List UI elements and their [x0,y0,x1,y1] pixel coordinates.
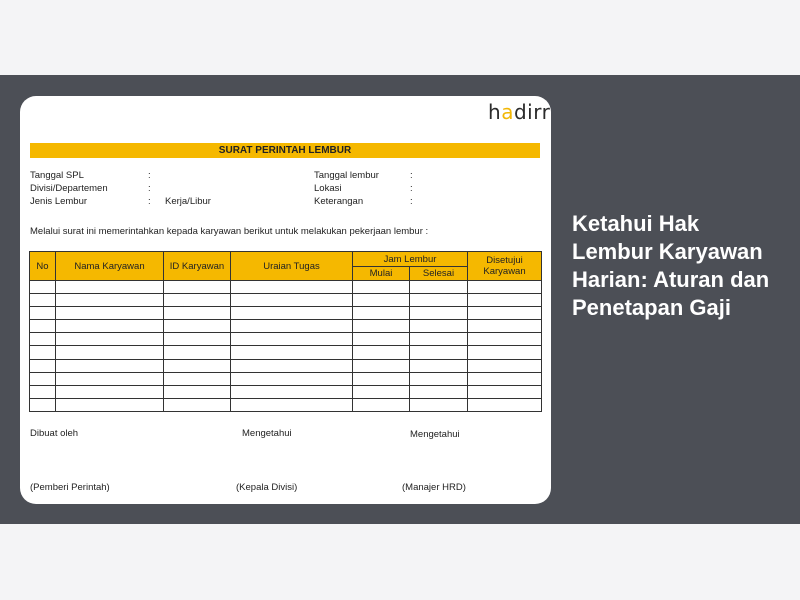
table-cell [164,398,231,411]
field-colon: : [148,170,151,181]
table-cell [410,346,468,359]
table-cell [231,385,353,398]
table-cell [468,346,542,359]
field-value-jenis-lembur: Kerja/Libur [165,196,211,207]
table-cell [231,398,353,411]
hadirr-logo: hadirr [488,100,551,124]
header-jam-lembur: Jam Lembur [353,252,468,267]
table-cell [353,346,410,359]
table-cell [468,372,542,385]
table-cell [56,307,164,320]
table-row [30,307,542,320]
table-cell [231,359,353,372]
signature-mengetahui-1: Mengetahui [242,428,292,439]
table-cell [353,385,410,398]
table-cell [56,294,164,307]
table-row [30,294,542,307]
field-label-tanggal-lembur: Tanggal lembur [314,170,379,181]
table-cell [468,320,542,333]
table-cell [468,281,542,294]
header-mulai: Mulai [353,267,410,281]
field-label-divisi: Divisi/Departemen [30,183,108,194]
table-cell [410,294,468,307]
table-cell [468,294,542,307]
table-cell [164,346,231,359]
table-cell [231,281,353,294]
article-headline: Ketahui Hak Lembur Karyawan Harian: Aturan dan Penetapan Gaji [572,211,770,320]
table-row [30,320,542,333]
table-cell [353,281,410,294]
table-cell [353,333,410,346]
table-cell [410,307,468,320]
table-cell [231,372,353,385]
table-cell [410,281,468,294]
header-no: No [30,252,56,281]
form-image-card [20,96,551,504]
table-cell [30,320,56,333]
table-cell [56,372,164,385]
table-cell [231,346,353,359]
table-cell [164,385,231,398]
table-cell [468,385,542,398]
table-cell [164,294,231,307]
header-uraian-tugas: Uraian Tugas [231,252,353,281]
table-cell [56,359,164,372]
table-cell [353,372,410,385]
table-cell [30,346,56,359]
table-cell [164,359,231,372]
signature-mengetahui-2: Mengetahui [410,429,460,440]
table-row [30,385,542,398]
signature-manajer-hrd: (Manajer HRD) [402,482,466,493]
table-cell [231,333,353,346]
header-nama-karyawan: Nama Karyawan [56,252,164,281]
table-row [30,359,542,372]
table-row [30,346,542,359]
table-cell [164,333,231,346]
table-cell [56,346,164,359]
table-cell [353,294,410,307]
table-cell [164,320,231,333]
table-cell [353,359,410,372]
field-colon: : [410,196,413,207]
table-cell [410,359,468,372]
table-row [30,372,542,385]
table-cell [468,307,542,320]
table-cell [468,333,542,346]
table-cell [56,398,164,411]
field-label-jenis-lembur: Jenis Lembur [30,196,88,207]
table-cell [410,398,468,411]
header-disetujui-karyawan: Disetujui Karyawan [468,252,542,281]
table-cell [30,333,56,346]
field-colon: : [148,183,151,194]
header-id-karyawan: ID Karyawan [164,252,231,281]
intro-text: Melalui surat ini memerintahkan kepada karyawan berikut untuk melakukan pekerjaan lembur : [30,226,429,237]
table-cell [56,333,164,346]
table-cell [231,307,353,320]
table-row [30,281,542,294]
table-cell [164,281,231,294]
table-cell [468,398,542,411]
table-cell [30,294,56,307]
table-cell [56,281,164,294]
form-title: SURAT PERINTAH LEMBUR [30,143,540,158]
table-row [30,398,542,411]
table-cell [56,320,164,333]
table-cell [30,385,56,398]
table-cell [56,385,164,398]
table-cell [30,372,56,385]
field-colon: : [410,170,413,181]
overtime-table [29,251,542,412]
table-cell [164,307,231,320]
field-label-keterangan: Keterangan [314,196,364,207]
table-cell [410,320,468,333]
signature-kepala-divisi: (Kepala Divisi) [236,482,298,493]
table-row [30,333,542,346]
field-colon: : [148,196,151,207]
table-cell [353,320,410,333]
table-cell [410,385,468,398]
table-cell [231,320,353,333]
signature-pemberi-perintah: (Pemberi Perintah) [30,482,110,493]
table-cell [30,398,56,411]
table-cell [231,294,353,307]
header-selesai: Selesai [410,267,468,281]
field-label-lokasi: Lokasi [314,183,342,194]
table-cell [410,333,468,346]
table-cell [164,372,231,385]
signature-dibuat-oleh: Dibuat oleh [30,428,79,439]
table-cell [30,359,56,372]
table-cell [30,281,56,294]
field-label-tanggal-spl: Tanggal SPL [30,170,84,181]
table-body [30,281,542,412]
table-cell [468,359,542,372]
table-cell [353,398,410,411]
table-cell [410,372,468,385]
table-cell [30,307,56,320]
table-cell [353,307,410,320]
field-colon: : [410,183,413,194]
